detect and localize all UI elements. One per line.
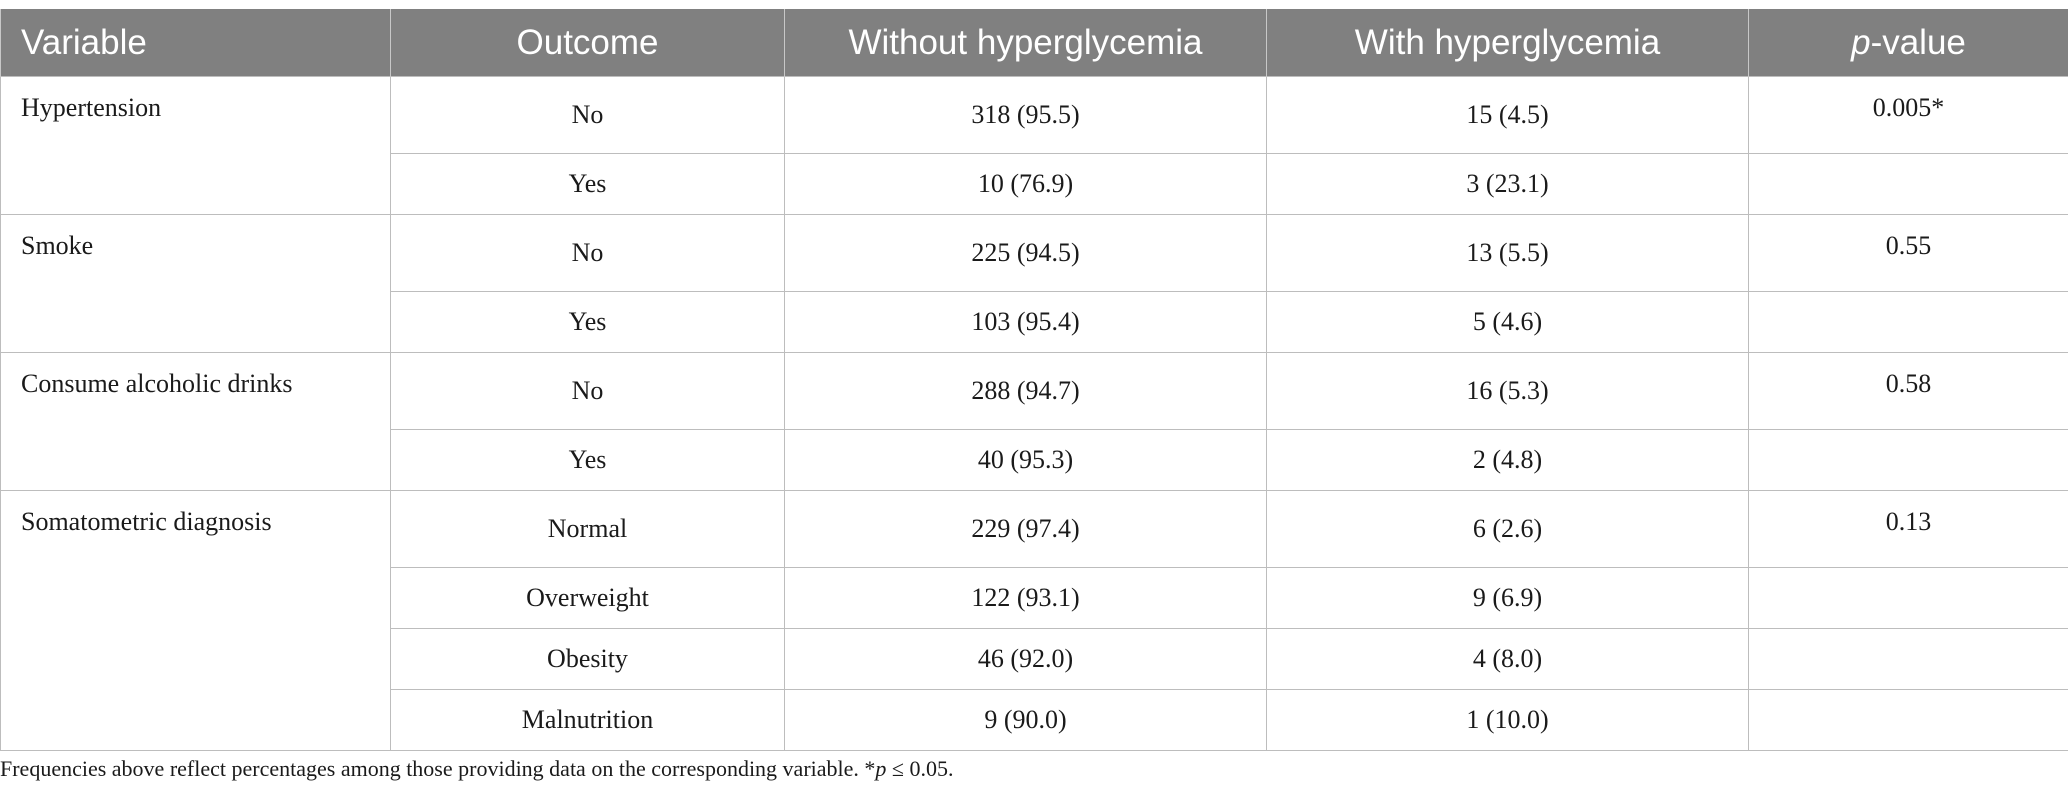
results-table-wrapper <box>0 9 2068 751</box>
table-row <box>1 491 2068 568</box>
outcome-cell: Yes <box>391 292 785 353</box>
table-row <box>1 77 2068 154</box>
p-value-cell-empty <box>1749 568 2068 629</box>
p-value-cell-empty <box>1749 154 2068 215</box>
outcome-cell: No <box>391 215 785 292</box>
variable-cell: Smoke <box>1 215 391 353</box>
outcome-cell: Yes <box>391 430 785 491</box>
p-value-cell-empty <box>1749 430 2068 491</box>
table-footnote <box>0 756 953 782</box>
header-row <box>1 9 2068 77</box>
footnote-tail: ≤ 0.05. <box>886 756 954 781</box>
with-cell: 4 (8.0) <box>1267 629 1749 690</box>
p-value-cell-empty <box>1749 629 2068 690</box>
with-cell: 6 (2.6) <box>1267 491 1749 568</box>
without-cell: 46 (92.0) <box>785 629 1267 690</box>
header-without-hyperglycemia: Without hyperglycemia <box>785 9 1267 77</box>
with-cell: 1 (10.0) <box>1267 690 1749 751</box>
without-cell: 103 (95.4) <box>785 292 1267 353</box>
outcome-cell: Overweight <box>391 568 785 629</box>
p-value-cell-empty <box>1749 292 2068 353</box>
without-cell: 229 (97.4) <box>785 491 1267 568</box>
footnote-main: Frequencies above reflect percentages among those providing data on the corresponding variable. * <box>0 756 876 781</box>
without-cell: 122 (93.1) <box>785 568 1267 629</box>
p-value-cell: 0.13 <box>1749 491 2068 568</box>
header-with-hyperglycemia: With hyperglycemia <box>1267 9 1749 77</box>
with-cell: 5 (4.6) <box>1267 292 1749 353</box>
with-cell: 16 (5.3) <box>1267 353 1749 430</box>
p-value-cell: 0.005* <box>1749 77 2068 154</box>
header-p-rest: -value <box>1870 22 1966 62</box>
with-cell: 13 (5.5) <box>1267 215 1749 292</box>
without-cell: 288 (94.7) <box>785 353 1267 430</box>
p-value-cell-empty <box>1749 690 2068 751</box>
table-body <box>1 77 2068 751</box>
variable-cell: Hypertension <box>1 77 391 215</box>
without-cell: 10 (76.9) <box>785 154 1267 215</box>
outcome-cell: No <box>391 77 785 154</box>
header-variable: Variable <box>1 9 391 77</box>
table-header <box>1 9 2068 77</box>
with-cell: 2 (4.8) <box>1267 430 1749 491</box>
outcome-cell: No <box>391 353 785 430</box>
without-cell: 318 (95.5) <box>785 77 1267 154</box>
p-value-cell: 0.58 <box>1749 353 2068 430</box>
outcome-cell: Yes <box>391 154 785 215</box>
table-row <box>1 215 2068 292</box>
outcome-cell: Normal <box>391 491 785 568</box>
table-row <box>1 353 2068 430</box>
outcome-cell: Obesity <box>391 629 785 690</box>
without-cell: 225 (94.5) <box>785 215 1267 292</box>
results-table <box>0 9 2068 751</box>
header-p-value <box>1749 9 2068 77</box>
p-value-cell: 0.55 <box>1749 215 2068 292</box>
without-cell: 40 (95.3) <box>785 430 1267 491</box>
variable-cell: Somatometric diagnosis <box>1 491 391 751</box>
with-cell: 9 (6.9) <box>1267 568 1749 629</box>
without-cell: 9 (90.0) <box>785 690 1267 751</box>
outcome-cell: Malnutrition <box>391 690 785 751</box>
footnote-p-italic: p <box>875 756 887 781</box>
with-cell: 3 (23.1) <box>1267 154 1749 215</box>
variable-cell: Consume alcoholic drinks <box>1 353 391 491</box>
header-p-italic: p <box>1851 22 1871 62</box>
with-cell: 15 (4.5) <box>1267 77 1749 154</box>
header-outcome: Outcome <box>391 9 785 77</box>
